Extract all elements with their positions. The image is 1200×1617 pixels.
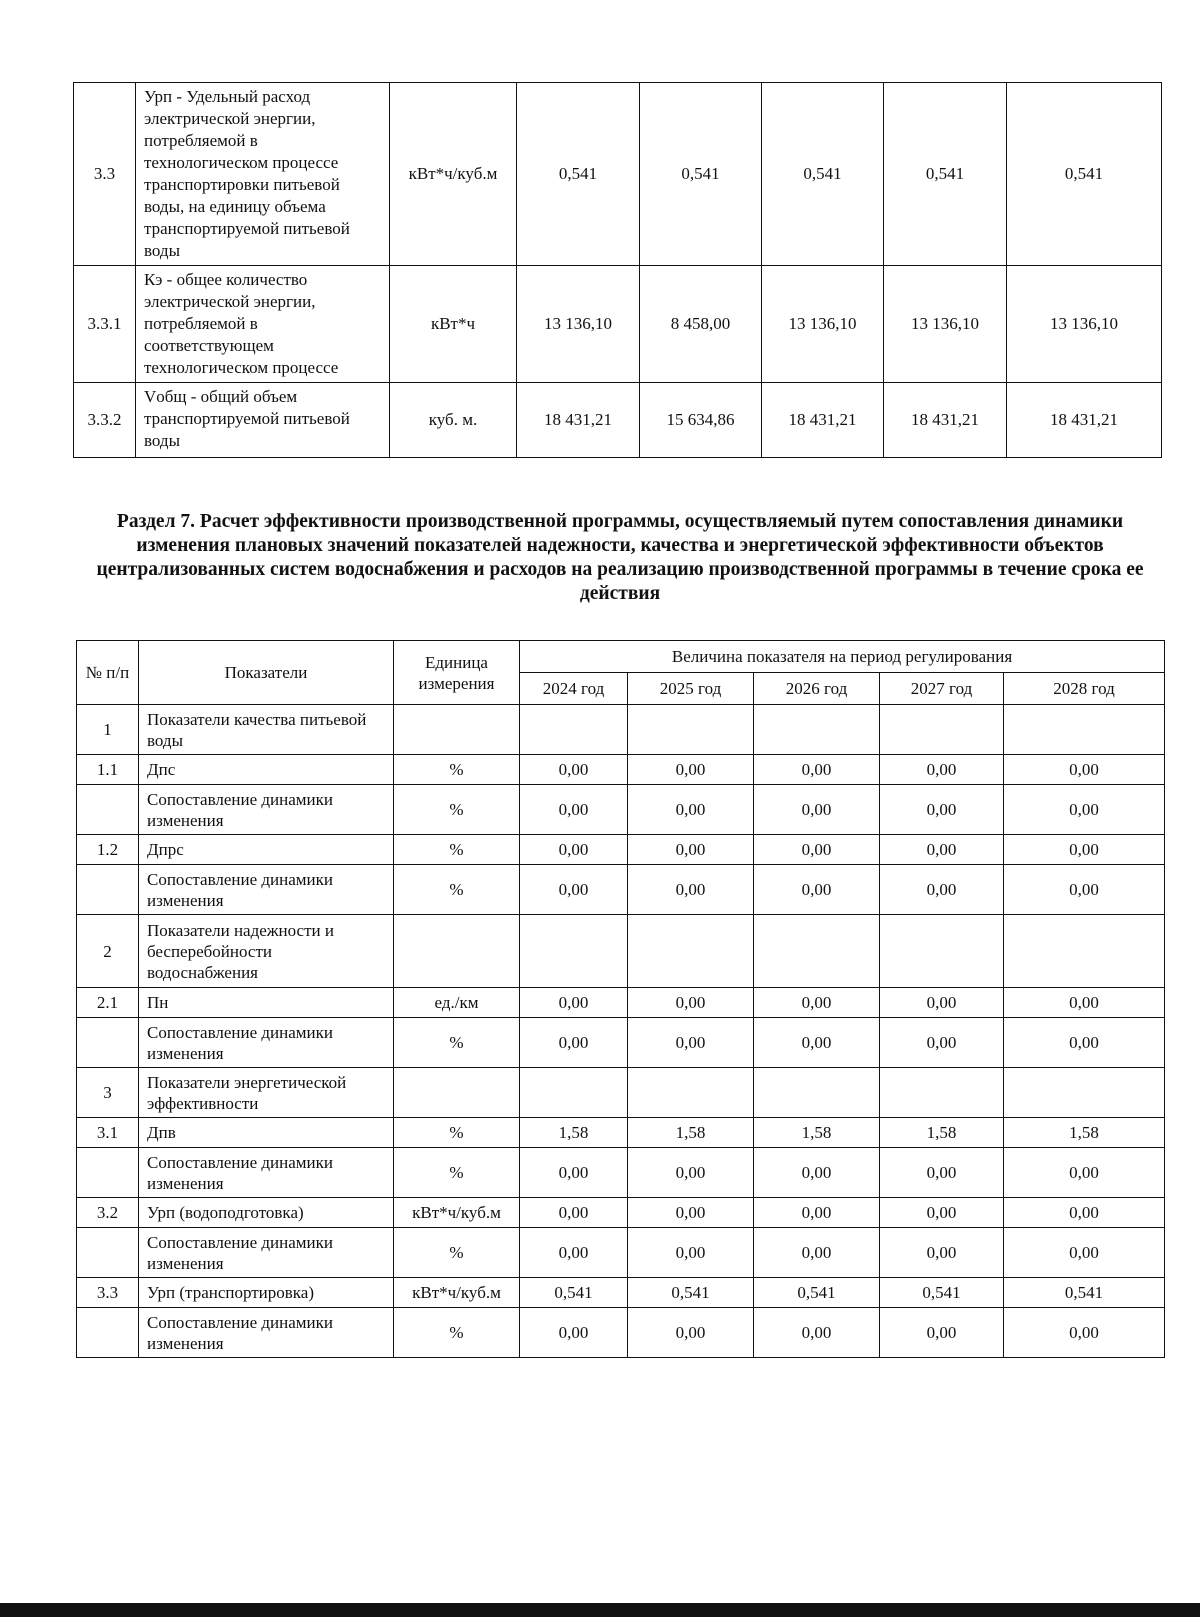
value-cell [1004, 915, 1165, 988]
value-cell: 18 431,21 [1007, 383, 1162, 458]
value-cell [880, 915, 1004, 988]
value-cell: 0,00 [628, 1308, 754, 1358]
table-row [77, 705, 1165, 755]
indicator-name: Сопоставление динамики изменения [139, 785, 394, 835]
value-cell: 0,00 [628, 1148, 754, 1198]
indicator-name: Дпрс [139, 835, 394, 865]
unit-cell [394, 1068, 520, 1118]
efficiency-calculation-table [76, 640, 1165, 1358]
scan-edge-bar [0, 1603, 1200, 1617]
row-number [77, 1308, 139, 1358]
table-row [77, 755, 1165, 785]
value-cell: 0,00 [520, 835, 628, 865]
section-heading: Раздел 7. Расчет эффективности производственной программы, осуществляемый путем сопоставления динамики изменения плановых значений показателей надежности, качества и энергетической эффективности объектов централизованных систем водоснабжения и расходов на реализацию производственной программы в течение срока ее действия [96, 511, 1144, 604]
value-cell: 0,00 [520, 865, 628, 915]
value-cell: 0,00 [880, 865, 1004, 915]
value-cell: 0,541 [884, 83, 1007, 266]
indicator-name: Сопоставление динамики изменения [139, 865, 394, 915]
value-cell: 0,00 [1004, 1228, 1165, 1278]
value-cell: 13 136,10 [762, 266, 884, 383]
value-cell: 0,00 [520, 1198, 628, 1228]
value-cell: 0,541 [640, 83, 762, 266]
value-cell [628, 915, 754, 988]
value-cell: 0,00 [1004, 988, 1165, 1018]
value-cell: 0,00 [628, 1198, 754, 1228]
indicator-name: Дпс [139, 755, 394, 785]
header-period: Величина показателя на период регулирования [520, 641, 1165, 673]
value-cell: 0,00 [880, 988, 1004, 1018]
value-cell: 0,541 [1004, 1278, 1165, 1308]
value-cell: 8 458,00 [640, 266, 762, 383]
table-row [77, 1018, 1165, 1068]
unit-cell: % [394, 755, 520, 785]
indicator-name: Сопоставление динамики изменения [139, 1018, 394, 1068]
indicator-name: Vобщ - общий объем транспортируемой питьевой воды [136, 383, 390, 458]
value-cell: 0,00 [1004, 785, 1165, 835]
table-row [77, 1308, 1165, 1358]
value-cell: 0,00 [520, 1148, 628, 1198]
value-cell: 0,00 [1004, 1018, 1165, 1068]
row-number: 3.1 [77, 1118, 139, 1148]
unit-cell: % [394, 1148, 520, 1198]
value-cell: 0,00 [880, 1228, 1004, 1278]
indicator-name: Показатели надежности и бесперебойности водоснабжения [139, 915, 394, 988]
value-cell: 0,00 [880, 1148, 1004, 1198]
value-cell: 0,00 [880, 1018, 1004, 1068]
row-number: 3.3 [77, 1278, 139, 1308]
unit-cell: % [394, 1308, 520, 1358]
row-number: 1 [77, 705, 139, 755]
table-row [77, 1228, 1165, 1278]
indicator-name: Пн [139, 988, 394, 1018]
value-cell: 18 431,21 [762, 383, 884, 458]
header-year: 2024 год [520, 673, 628, 705]
value-cell [880, 1068, 1004, 1118]
table-row [77, 1198, 1165, 1228]
header-number: № п/п [77, 641, 139, 705]
indicator-name: Кэ - общее количество электрической энергии, потребляемой в соответствующем технологическом процессе [136, 266, 390, 383]
row-number [77, 1018, 139, 1068]
value-cell: 0,00 [628, 835, 754, 865]
value-cell: 0,541 [880, 1278, 1004, 1308]
value-cell: 18 431,21 [517, 383, 640, 458]
value-cell [1004, 705, 1165, 755]
header-unit: Единица измерения [394, 641, 520, 705]
indicator-name: Показатели энергетической эффективности [139, 1068, 394, 1118]
value-cell: 1,58 [1004, 1118, 1165, 1148]
value-cell: 0,00 [1004, 1308, 1165, 1358]
unit-cell: кВт*ч/куб.м [394, 1198, 520, 1228]
unit-cell [394, 915, 520, 988]
unit-cell: куб. м. [390, 383, 517, 458]
value-cell [880, 705, 1004, 755]
header-row [77, 641, 1165, 673]
unit-cell: % [394, 865, 520, 915]
value-cell: 1,58 [628, 1118, 754, 1148]
unit-cell: кВт*ч [390, 266, 517, 383]
value-cell: 0,00 [520, 755, 628, 785]
value-cell: 15 634,86 [640, 383, 762, 458]
value-cell [1004, 1068, 1165, 1118]
table-row [77, 865, 1165, 915]
unit-cell [394, 705, 520, 755]
indicator-name: Урп - Удельный расход электрической энергии, потребляемой в технологическом процессе транспортировки питьевой воды, на единицу объема транспортируемой питьевой воды [136, 83, 390, 266]
value-cell: 1,58 [880, 1118, 1004, 1148]
indicator-name: Урп (водоподготовка) [139, 1198, 394, 1228]
value-cell: 0,541 [628, 1278, 754, 1308]
header-indicator: Показатели [139, 641, 394, 705]
row-number [77, 1228, 139, 1278]
unit-cell: % [394, 1228, 520, 1278]
unit-cell: % [394, 1118, 520, 1148]
value-cell: 0,00 [754, 1228, 880, 1278]
value-cell: 0,00 [1004, 755, 1165, 785]
value-cell: 0,00 [880, 785, 1004, 835]
row-number [77, 865, 139, 915]
header-year: 2025 год [628, 673, 754, 705]
unit-cell: кВт*ч/куб.м [390, 83, 517, 266]
value-cell: 0,541 [517, 83, 640, 266]
row-number [77, 785, 139, 835]
value-cell: 0,00 [628, 1228, 754, 1278]
value-cell: 0,00 [520, 1228, 628, 1278]
value-cell: 0,541 [1007, 83, 1162, 266]
value-cell: 13 136,10 [884, 266, 1007, 383]
header-year: 2028 год [1004, 673, 1165, 705]
value-cell [754, 705, 880, 755]
table-row [74, 383, 1162, 458]
value-cell [754, 1068, 880, 1118]
value-cell: 0,00 [628, 865, 754, 915]
value-cell: 0,541 [754, 1278, 880, 1308]
value-cell: 0,00 [754, 988, 880, 1018]
value-cell: 0,00 [754, 1198, 880, 1228]
unit-cell: % [394, 835, 520, 865]
value-cell: 0,00 [754, 1018, 880, 1068]
value-cell: 0,541 [762, 83, 884, 266]
table-row [74, 83, 1162, 266]
value-cell: 1,58 [520, 1118, 628, 1148]
value-cell: 0,00 [520, 785, 628, 835]
value-cell: 13 136,10 [1007, 266, 1162, 383]
table-row [77, 1118, 1165, 1148]
table-row [74, 266, 1162, 383]
value-cell: 0,00 [754, 755, 880, 785]
unit-cell: ед./км [394, 988, 520, 1018]
value-cell: 0,00 [880, 1198, 1004, 1228]
row-number: 3.3.2 [74, 383, 136, 458]
table-row [77, 915, 1165, 988]
value-cell: 0,00 [1004, 1198, 1165, 1228]
value-cell [520, 1068, 628, 1118]
table-row [77, 1068, 1165, 1118]
table-row [77, 988, 1165, 1018]
indicator-name: Урп (транспортировка) [139, 1278, 394, 1308]
value-cell: 0,00 [520, 1308, 628, 1358]
value-cell [520, 705, 628, 755]
header-year: 2026 год [754, 673, 880, 705]
unit-cell: % [394, 785, 520, 835]
value-cell [628, 1068, 754, 1118]
value-cell: 18 431,21 [884, 383, 1007, 458]
indicator-name: Сопоставление динамики изменения [139, 1148, 394, 1198]
table-row [77, 835, 1165, 865]
value-cell: 0,00 [754, 865, 880, 915]
value-cell: 0,00 [754, 1308, 880, 1358]
indicator-name: Сопоставление динамики изменения [139, 1308, 394, 1358]
row-number: 1.2 [77, 835, 139, 865]
header-year: 2027 год [880, 673, 1004, 705]
value-cell: 13 136,10 [517, 266, 640, 383]
table-row [77, 1278, 1165, 1308]
table-row [77, 1148, 1165, 1198]
value-cell: 0,00 [628, 785, 754, 835]
value-cell [754, 915, 880, 988]
value-cell: 0,00 [1004, 1148, 1165, 1198]
row-number: 3 [77, 1068, 139, 1118]
value-cell: 0,00 [754, 785, 880, 835]
row-number: 1.1 [77, 755, 139, 785]
indicator-name: Сопоставление динамики изменения [139, 1228, 394, 1278]
value-cell: 0,00 [1004, 835, 1165, 865]
value-cell: 0,00 [754, 835, 880, 865]
row-number: 2 [77, 915, 139, 988]
value-cell: 0,541 [520, 1278, 628, 1308]
row-number: 3.3.1 [74, 266, 136, 383]
indicator-name: Показатели качества питьевой воды [139, 705, 394, 755]
table-row [77, 785, 1165, 835]
value-cell: 1,58 [754, 1118, 880, 1148]
value-cell: 0,00 [520, 1018, 628, 1068]
row-number: 3.2 [77, 1198, 139, 1228]
value-cell: 0,00 [880, 835, 1004, 865]
unit-cell: % [394, 1018, 520, 1068]
row-number [77, 1148, 139, 1198]
value-cell: 0,00 [520, 988, 628, 1018]
value-cell [628, 705, 754, 755]
unit-cell: кВт*ч/куб.м [394, 1278, 520, 1308]
value-cell [520, 915, 628, 988]
indicator-name: Дпв [139, 1118, 394, 1148]
value-cell: 0,00 [628, 755, 754, 785]
value-cell: 0,00 [754, 1148, 880, 1198]
energy-indicators-table [73, 82, 1162, 458]
value-cell: 0,00 [1004, 865, 1165, 915]
value-cell: 0,00 [628, 988, 754, 1018]
value-cell: 0,00 [880, 755, 1004, 785]
row-number: 3.3 [74, 83, 136, 266]
row-number: 2.1 [77, 988, 139, 1018]
value-cell: 0,00 [628, 1018, 754, 1068]
value-cell: 0,00 [880, 1308, 1004, 1358]
